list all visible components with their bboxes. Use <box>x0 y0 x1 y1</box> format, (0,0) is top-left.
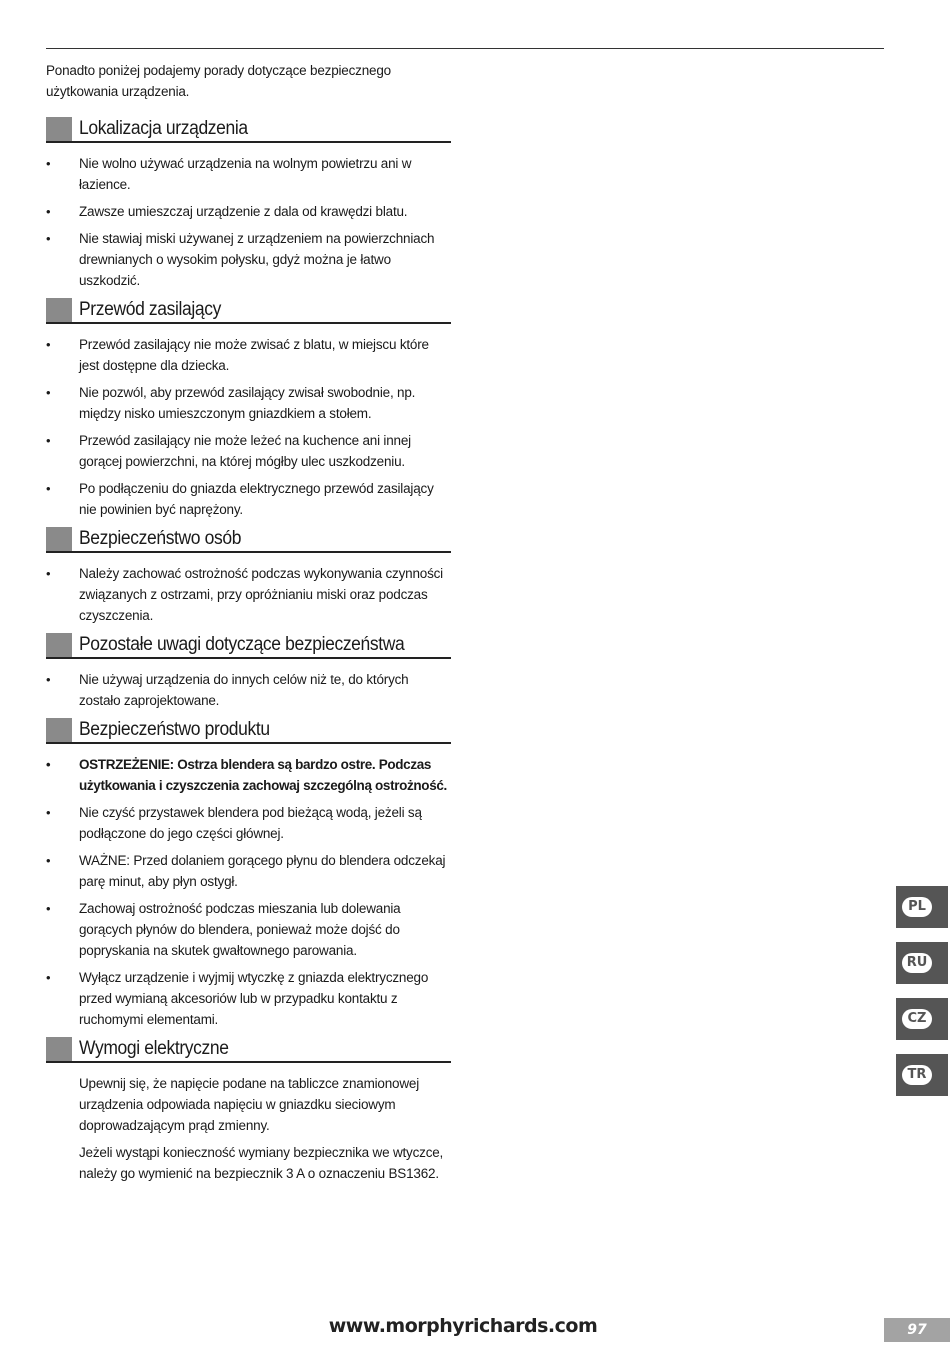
paragraph: Jeżeli wystąpi konieczność wymiany bezpiecznika we wtyczce, należy go wymienić na bezpiecznik 3 A o oznaczeniu BS1362. <box>79 1145 444 1181</box>
section-heading <box>46 1036 451 1063</box>
list-item: • Nie wolno używać urządzenia na wolnym powietrzu ani w łazience. <box>46 153 451 195</box>
heading-square-icon <box>46 117 72 141</box>
section-other-safety <box>46 632 451 711</box>
top-rule <box>46 48 884 49</box>
section-title: Wymogi elektryczne <box>79 1038 229 1059</box>
language-label: CZ <box>902 1009 932 1029</box>
paragraph: Upewnij się, że napięcie podane na tabliczce znamionowej urządzenia odpowiada napięciu w gniazdku sieciowym doprowadzającym prąd zmienny. <box>79 1076 420 1133</box>
list-item: • Nie używaj urządzenia do innych celów niż te, do których zostało zaprojektowane. <box>46 669 451 711</box>
section-power-cord <box>46 297 451 520</box>
list-item: • Nie pozwól, aby przewód zasilający zwisał swobodnie, np. między nisko umieszczonym gniazdkiem a stołem. <box>46 382 451 424</box>
heading-square-icon <box>46 1037 72 1061</box>
list-item: • Nie stawiaj miski używanej z urządzeniem na powierzchniach drewnianych o wysokim połysku, gdyż można je łatwo uszkodzić. <box>46 228 451 291</box>
section-electrical-requirements <box>46 1036 451 1184</box>
heading-square-icon <box>46 527 72 551</box>
list-item: • Zachowaj ostrożność podczas mieszania lub dolewania gorących płynów do blendera, ponieważ może dojść do popryskania na skutek gwałtownego parowania. <box>46 898 451 961</box>
heading-square-icon <box>46 633 72 657</box>
warning-item: • OSTRZEŻENIE: Ostrza blendera są bardzo ostre. Podczas użytkowania i czyszczenia zachowaj szczególną ostrożność. <box>46 754 451 796</box>
list-item: • Przewód zasilający nie może zwisać z blatu, w miejscu które jest dostępne dla dziecka. <box>46 334 451 376</box>
list-item: • Zawsze umieszczaj urządzenie z dala od krawędzi blatu. <box>46 201 451 222</box>
section-title: Bezpieczeństwo produktu <box>79 719 270 740</box>
footer-url[interactable]: www.morphyrichards.com <box>328 1315 598 1337</box>
section-heading <box>46 116 451 143</box>
language-label: TR <box>902 1065 932 1085</box>
list-item: • WAŻNE: Przed dolaniem gorącego płynu do blendera odczekaj parę minut, aby płyn ostygł. <box>46 850 451 892</box>
language-tab-tr[interactable] <box>896 1054 948 1096</box>
bullet-list <box>46 334 451 520</box>
language-tab-pl[interactable] <box>896 886 948 928</box>
heading-square-icon <box>46 298 72 322</box>
section-personal-safety <box>46 526 451 626</box>
list-item: • Przewód zasilający nie może leżeć na kuchence ani innej gorącej powierzchni, na której mógłby ulec uszkodzeniu. <box>46 430 451 472</box>
intro-text: Ponadto poniżej podajemy porady dotyczące bezpiecznego użytkowania urządzenia. <box>46 63 391 99</box>
language-label: RU <box>902 953 932 973</box>
section-title: Przewód zasilający <box>79 299 222 320</box>
section-heading <box>46 526 451 553</box>
section-location <box>46 116 451 291</box>
section-heading <box>46 632 451 659</box>
bullet-list <box>46 669 451 711</box>
manual-content <box>46 60 451 1190</box>
list-item: • Nie czyść przystawek blendera pod bieżącą wodą, jeżeli są podłączone do jego części głównej. <box>46 802 451 844</box>
language-tabs <box>896 886 948 1110</box>
language-label: PL <box>902 897 932 917</box>
list-item: • Wyłącz urządzenie i wyjmij wtyczkę z gniazda elektrycznego przed wymianą akcesoriów lub w przypadku kontaktu z ruchomymi elementami. <box>46 967 451 1030</box>
list-item: • Po podłączeniu do gniazda elektrycznego przewód zasilający nie powinien być naprężony. <box>46 478 451 520</box>
section-heading <box>46 717 451 744</box>
section-title: Bezpieczeństwo osób <box>79 528 242 549</box>
bullet-list <box>46 754 451 1030</box>
language-tab-ru[interactable] <box>896 942 948 984</box>
section-title: Lokalizacja urządzenia <box>79 118 248 139</box>
section-heading <box>46 297 451 324</box>
bullet-list <box>46 153 451 291</box>
list-item: • Należy zachować ostrożność podczas wykonywania czynności związanych z ostrzami, przy opróżnianiu miski oraz podczas czyszczenia. <box>46 563 451 626</box>
bullet-list <box>46 563 451 626</box>
language-tab-cz[interactable] <box>896 998 948 1040</box>
section-product-safety <box>46 717 451 1030</box>
heading-square-icon <box>46 718 72 742</box>
page-number: 97 <box>884 1318 950 1342</box>
section-title: Pozostałe uwagi dotyczące bezpieczeństwa <box>79 634 405 655</box>
